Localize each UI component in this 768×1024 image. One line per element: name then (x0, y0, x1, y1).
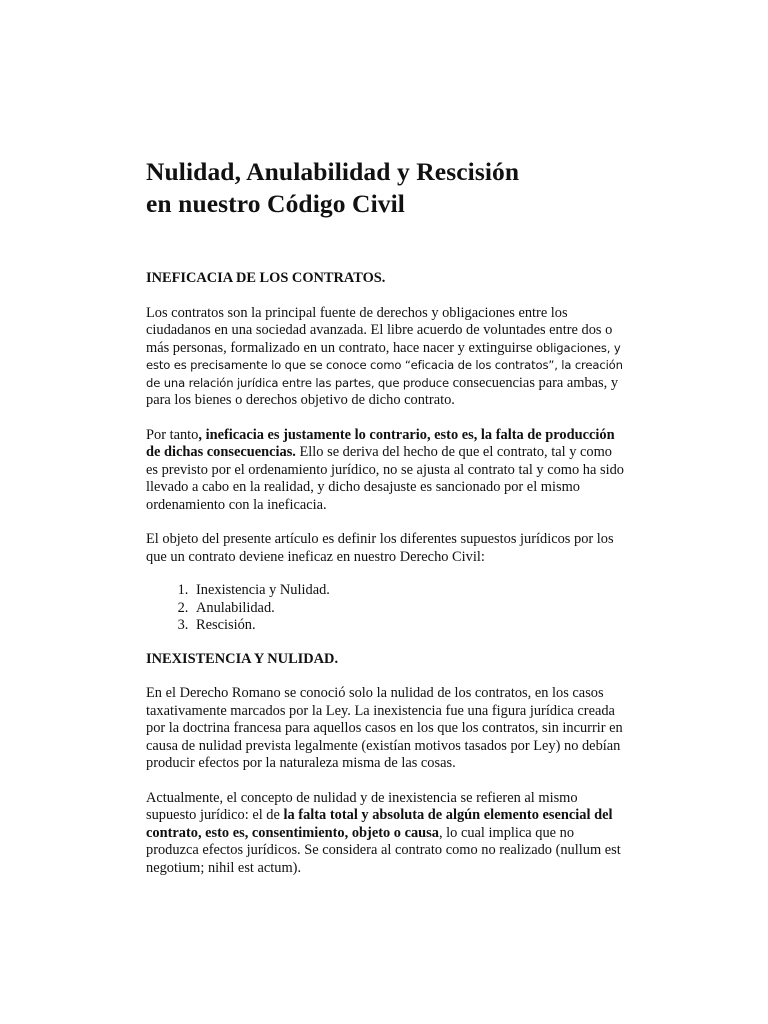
paragraph-2-lead: Por tanto (146, 426, 199, 443)
title-line-2: en nuestro Código Civil (146, 189, 405, 218)
document-title (146, 156, 624, 220)
ineffectiveness-list (146, 582, 624, 635)
paragraph-1-text-sans: obligaciones, y esto es precisamente lo que se conoce como “eficacia de los contratos”, la creación de una relación jurídica entre las partes, que produce (146, 340, 623, 390)
list-item: 3. Rescisión. (192, 617, 624, 635)
list-item: 2. Anulabilidad. (192, 600, 624, 618)
paragraph-4: En el Derecho Romano se conoció solo la nulidad de los contratos, en los casos taxativamente marcados por la Ley. La inexistencia fue una figura jurídica creada por la doctrina francesa para aquellos casos en los que los contratos, sin incurrir en causa de nulidad prevista legalmente (existían motivos tasados por Ley) no debían producir efectos por la naturaleza misma de las cosas. (146, 685, 623, 771)
paragraph-1 (146, 305, 624, 410)
title-line-1: Nulidad, Anulabilidad y Rescisión (146, 157, 520, 186)
paragraph-5 (146, 790, 624, 878)
document-page (146, 156, 624, 877)
paragraph-2-bold: , ineficacia es justamente lo contrario, esto es, la falta de producción de dichas consecuencias. (146, 426, 615, 460)
paragraph-5-rest: , lo cual implica que no produzca efectos jurídicos. Se considera al contrato como no realizado (nullum est negotium; nihil est actum). (146, 824, 621, 876)
paragraph-1-text-a: Los contratos son la principal fuente de derechos y obligaciones entre los ciudadanos en una sociedad avanzada. El libre acuerdo de voluntades entre dos o más personas, formalizado en un contrato, hace nacer y extinguirse (146, 304, 613, 356)
paragraph-1-text-b: consecuencias para ambas, y para los bienes o derechos objetivo de dicho contrato. (146, 374, 619, 408)
paragraph-2-rest: Ello se deriva del hecho de que el contrato, tal y como es previsto por el ordenamiento jurídico, no se ajusta al contrato tal y como ha sido llevado a cabo en la realidad, y dicho desajuste es sancionado por el mismo ordenamiento con la ineficacia. (146, 444, 624, 513)
paragraph-5-lead: Actualmente, el concepto de nulidad y de inexistencia se refieren al mismo supuesto jurídico: el de (146, 789, 578, 823)
paragraph-2 (146, 427, 624, 515)
list-item: 1. Inexistencia y Nulidad. (192, 582, 624, 600)
paragraph-3: El objeto del presente artículo es definir los diferentes supuestos jurídicos por los que un contrato deviene ineficaz en nuestro Derecho Civil: (146, 531, 614, 565)
section-heading-inexistencia: INEXISTENCIA Y NULIDAD. (146, 650, 339, 667)
paragraph-5-bold: la falta total y absoluta de algún elemento esencial del contrato, esto es, consentimiento, objeto o causa (146, 807, 613, 841)
section-heading-ineficacia: INEFICACIA DE LOS CONTRATOS. (146, 270, 386, 286)
